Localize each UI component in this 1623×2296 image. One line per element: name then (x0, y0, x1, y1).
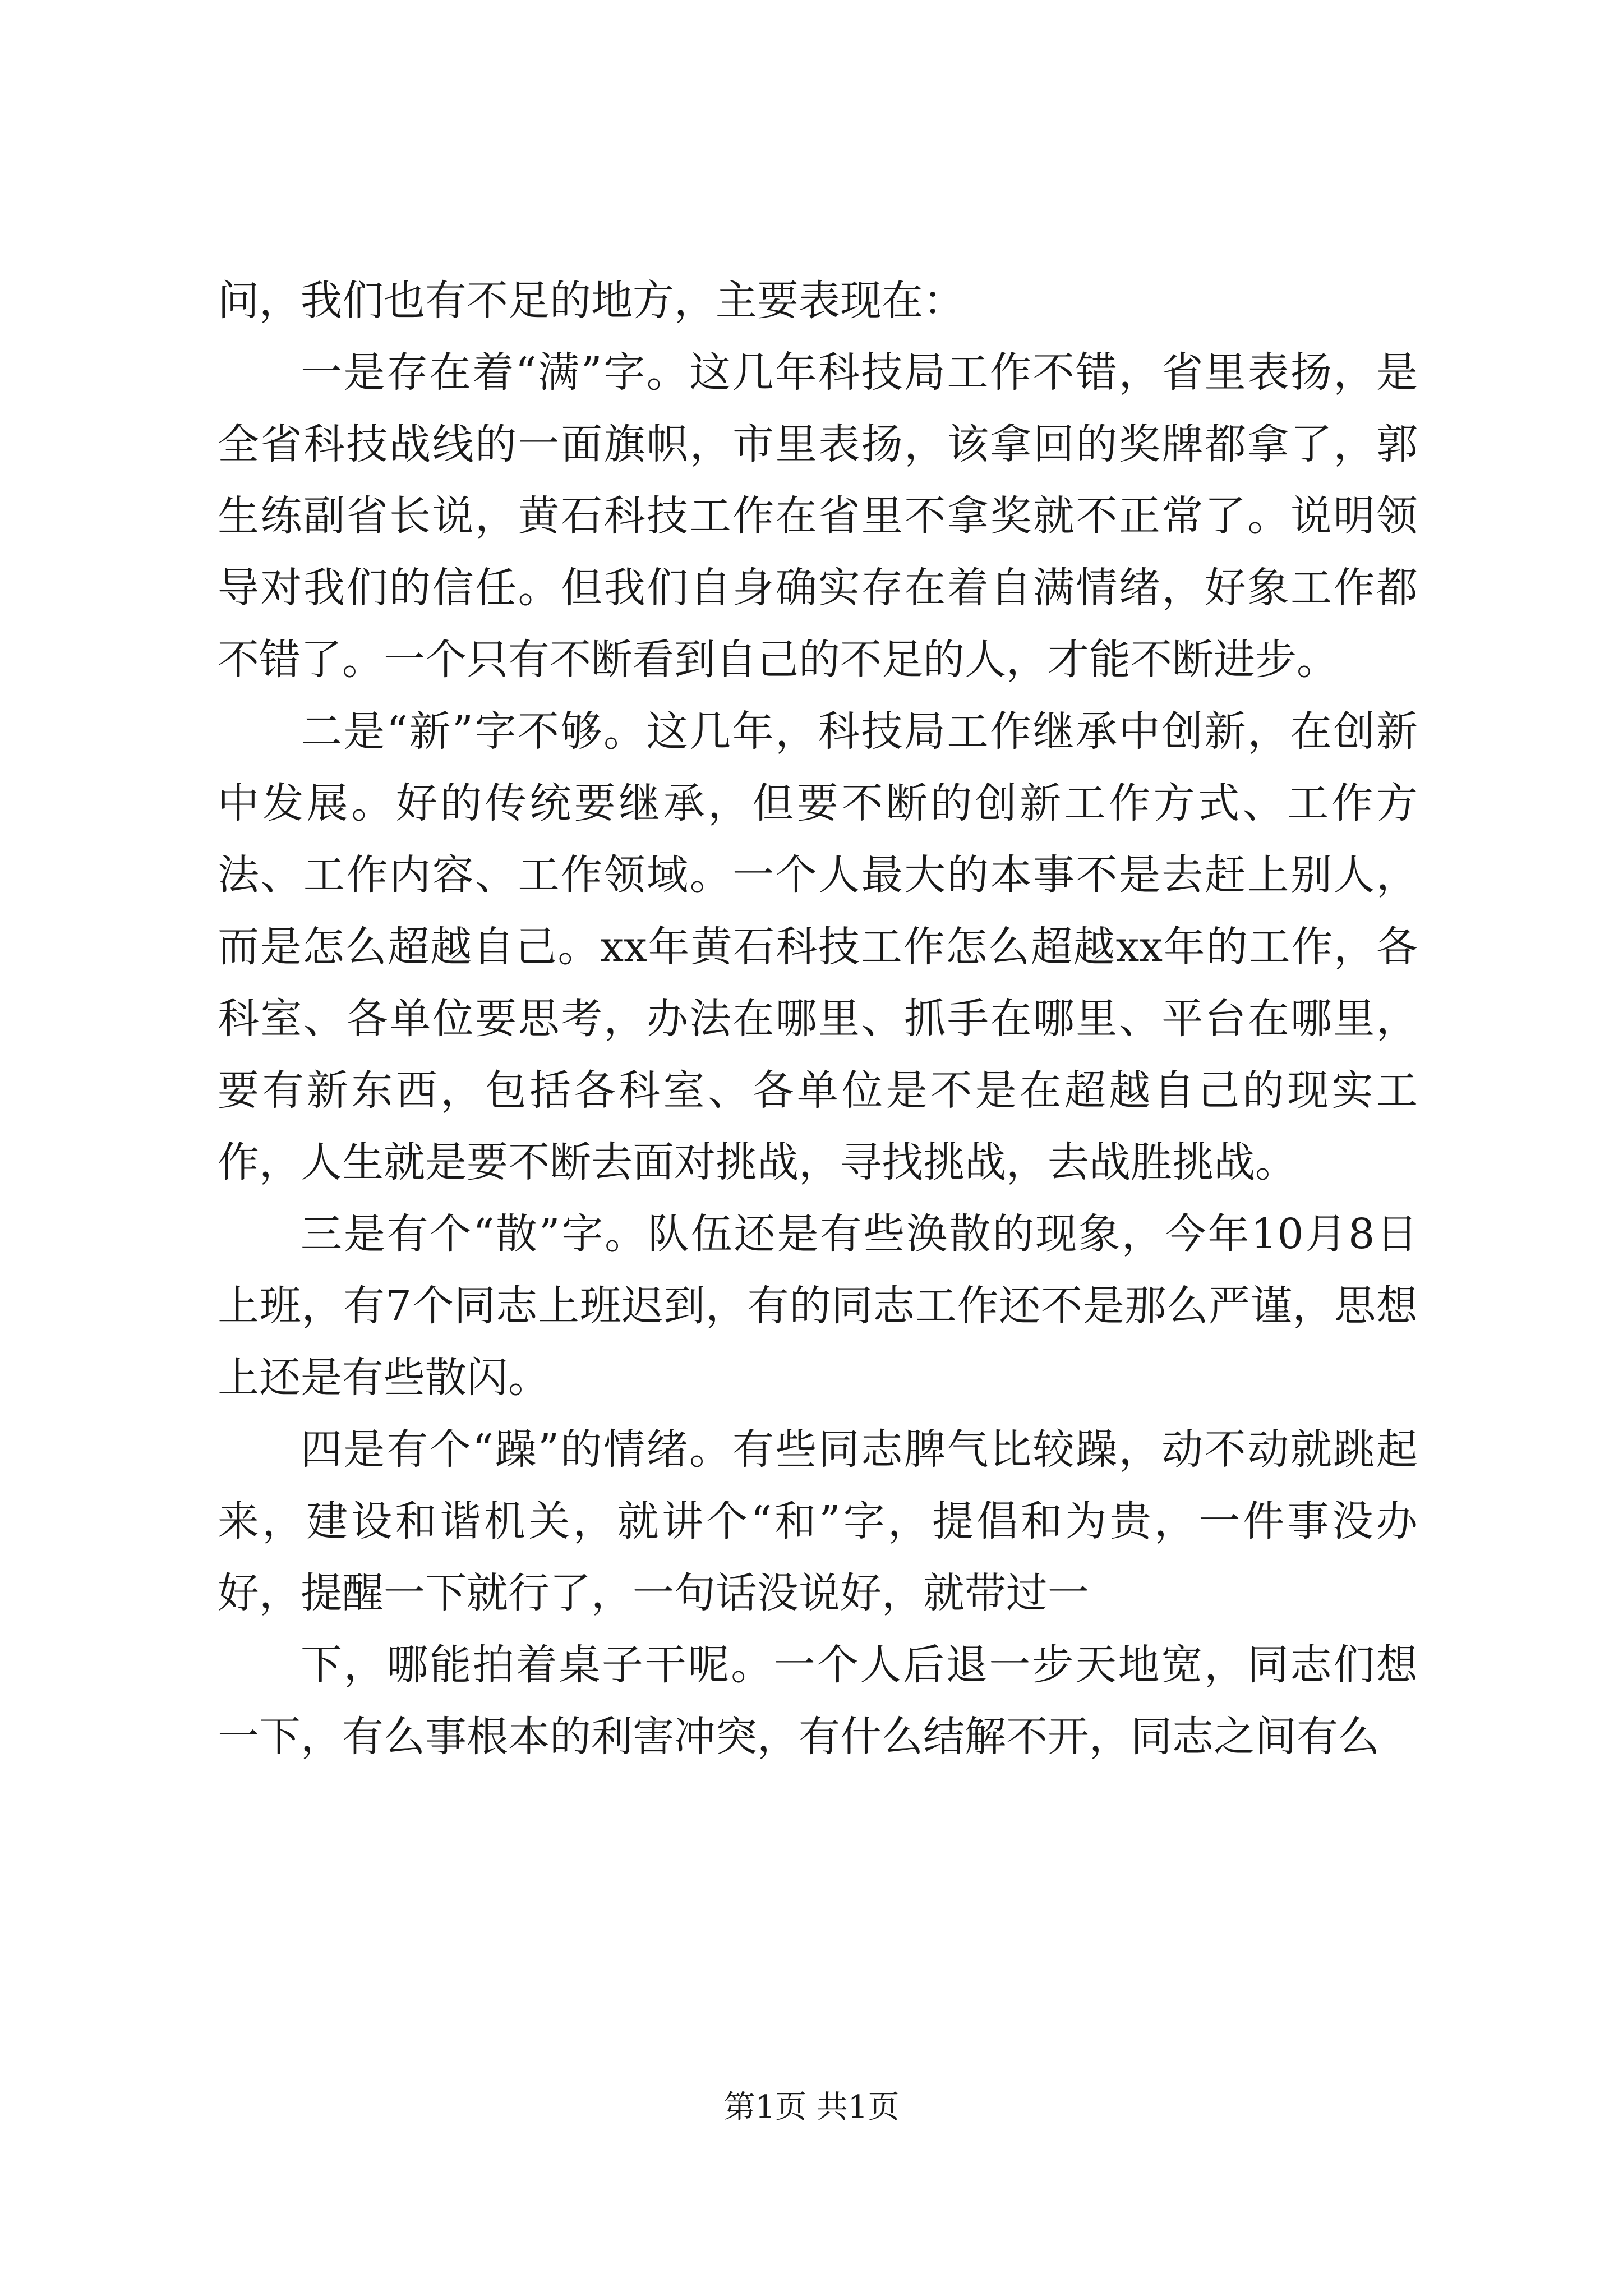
paragraph-continuation: 问，我们也有不足的地方，主要表现在： (218, 277, 965, 325)
document-body (218, 265, 1418, 1773)
paragraph-xin: 二是“新”字不够。这几年，科技局工作继承中创新，在创新中发展。好的传统要继承，但要不断的创新工作方式、工作方法、工作内容、工作领域。一个人最大的本事不是去赶上别人，而是怎么超越自己。xx年黄石科技工作怎么超越xx年的工作，各科室、各单位要思考，办法在哪里、抓手在哪里、平台在哪里，要有新东西，包括各科室、各单位是不是在超越自己的现实工作，人生就是要不断去面对挑战，寻找挑战，去战胜挑战。 (218, 707, 1418, 1186)
paragraph-closing: 下，哪能拍着桌子干呢。一个人后退一步天地宽，同志们想一下，有么事根本的利害冲突，有什么结解不开，同志之间有么 (218, 1641, 1418, 1761)
paragraph-man: 一是存在着“满”字。这几年科技局工作不错，省里表扬，是全省科技战线的一面旗帜，市里表扬，该拿回的奖牌都拿了，郭生练副省长说，黄石科技工作在省里不拿奖就不正常了。说明领导对我们的信任。但我们自身确实存在着自满情绪，好象工作都不错了。一个只有不断看到自己的不足的人，才能不断进步。 (218, 348, 1418, 684)
paragraph-san: 三是有个“散”字。队伍还是有些涣散的现象，今年10月8日上班，有7个同志上班迟到，有的同志工作还不是那么严谨，思想上还是有些散闪。 (218, 1210, 1418, 1402)
page-footer: 第1页 共1页 (723, 2089, 900, 2125)
paragraph-zao: 四是有个“躁”的情绪。有些同志脾气比较躁，动不动就跳起来，建设和谐机关，就讲个“和”字，提倡和为贵，一件事没办好，提醒一下就行了，一句话没说好，就带过一 (218, 1425, 1418, 1617)
